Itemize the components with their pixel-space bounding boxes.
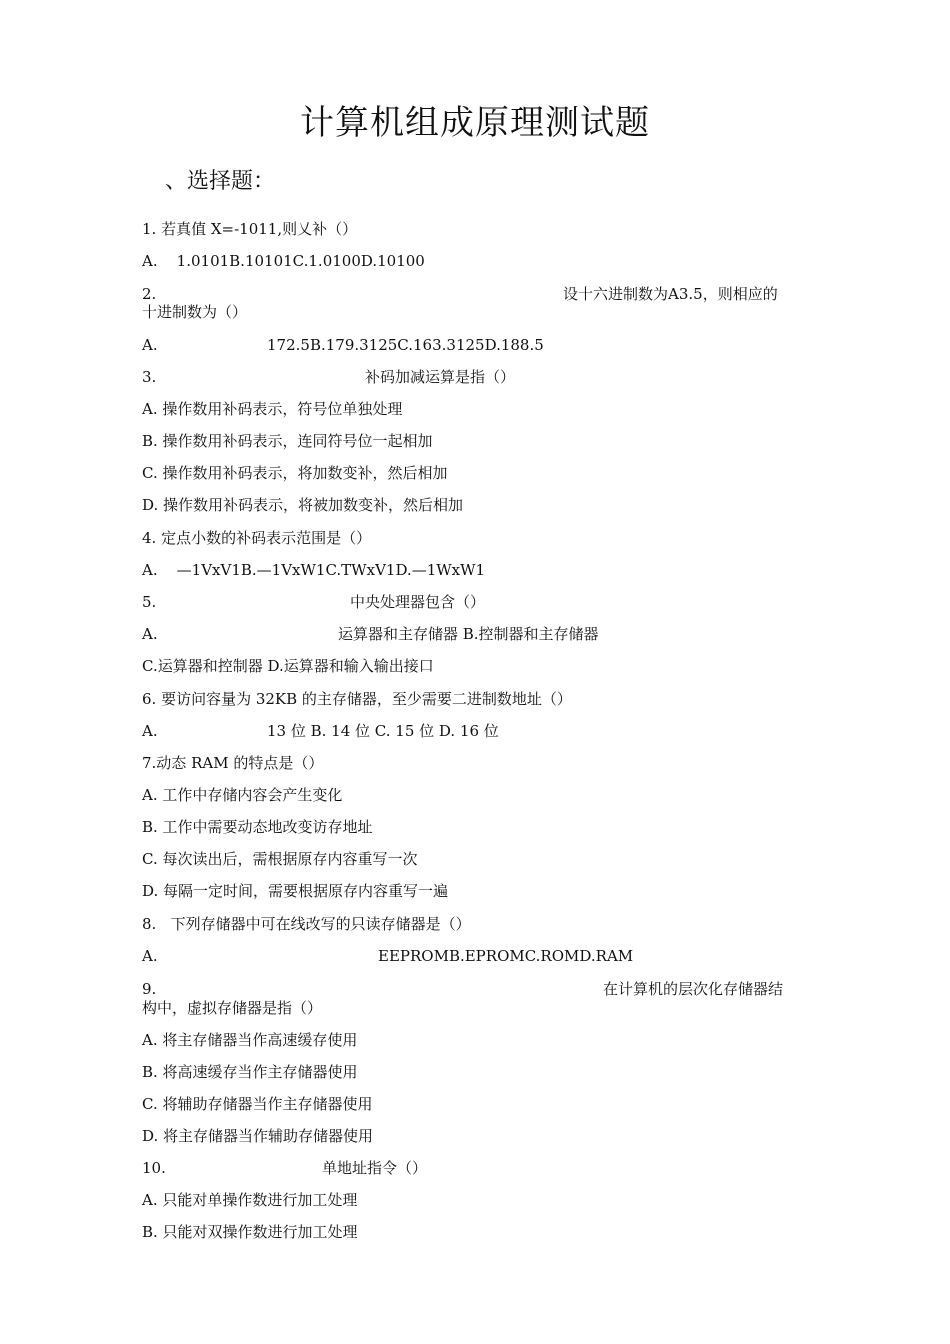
question-9-option-d: D. 将主存储器当作辅助存储器使用 [142,1127,374,1145]
section-heading: 、选择题： [165,169,276,194]
question-7-option-a: A. 工作中存储内容会产生变化 [142,786,343,804]
question-6-options: 13 位 B. 14 位 C. 15 位 D. 16 位 [267,722,499,740]
question-9-number: 9. [142,980,157,998]
question-7-option-b: B. 工作中需要动态地改变访存地址 [142,818,373,836]
question-7-option-c: C. 每次读出后，需根据原存内容重写一次 [142,850,418,868]
question-9-stem-continued: 构中，虚拟存储器是指（） [142,999,323,1017]
question-2-stem: 设十六进制数为A3.5，则相应的 [563,285,778,303]
question-6-option-label: A. [142,722,158,740]
question-9-option-b: B. 将高速缓存当作主存储器使用 [142,1063,358,1081]
question-8-stem: 8. 下列存储器中可在线改写的只读存储器是（） [142,915,471,933]
question-7-option-d: D. 每隔一定时间，需要根据原存内容重写一遍 [142,882,449,900]
question-7-stem: 7.动态 RAM 的特点是（） [142,754,324,772]
question-9-stem: 在计算机的层次化存储器结 [603,980,784,998]
question-3-option-d: D. 操作数用补码表示，将被加数变补，然后相加 [142,496,464,514]
question-2-stem-continued: 十进制数为（） [142,303,248,321]
question-6-stem: 6. 要访问容量为 32KB 的主存储器，至少需要二进制数地址（） [142,690,572,708]
question-10-option-b: B. 只能对双操作数进行加工处理 [142,1223,358,1241]
question-1-options: A. 1.0101B.10101C.1.0100D.10100 [142,252,425,270]
question-9-option-a: A. 将主存储器当作高速缓存使用 [142,1031,358,1049]
question-9-option-c: C. 将辅助存储器当作主存储器使用 [142,1095,373,1113]
question-10-option-a: A. 只能对单操作数进行加工处理 [142,1191,358,1209]
question-3-stem: 补码加减运算是指（） [365,368,516,386]
question-3-option-b: B. 操作数用补码表示，连同符号位一起相加 [142,432,433,450]
question-5-stem: 中央处理器包含（） [350,593,486,611]
question-10-stem: 单地址指令（） [322,1159,428,1177]
question-5-options-cd: C.运算器和控制器 D.运算器和输入输出接口 [142,657,434,675]
question-3-number: 3. [142,368,157,386]
question-4-options: A. —1VxV1B.—1VxW1C.TWxV1D.—1WxW1 [142,561,486,579]
question-8-options: EEPROMB.EPROMC.ROMD.RAM [378,947,634,965]
question-2-options: 172.5B.179.3125C.163.3125D.188.5 [267,336,544,354]
question-8-option-label: A. [142,947,158,965]
question-2-option-label: A. [142,336,158,354]
question-5-number: 5. [142,593,157,611]
question-2-number: 2. [142,285,157,303]
question-10-number: 10. [142,1159,166,1177]
question-4-stem: 4. 定点小数的补码表示范围是（） [142,529,372,547]
question-1-stem: 1. 若真值 X=-1011,则乂补（） [142,220,358,238]
question-3-option-c: C. 操作数用补码表示，将加数变补，然后相加 [142,464,448,482]
question-5-options-ab: 运算器和主存储器 B.控制器和主存储器 [338,625,599,643]
question-5-option-label: A. [142,625,158,643]
question-3-option-a: A. 操作数用补码表示，符号位单独处理 [142,400,403,418]
page-title: 计算机组成原理测试题 [300,103,650,143]
